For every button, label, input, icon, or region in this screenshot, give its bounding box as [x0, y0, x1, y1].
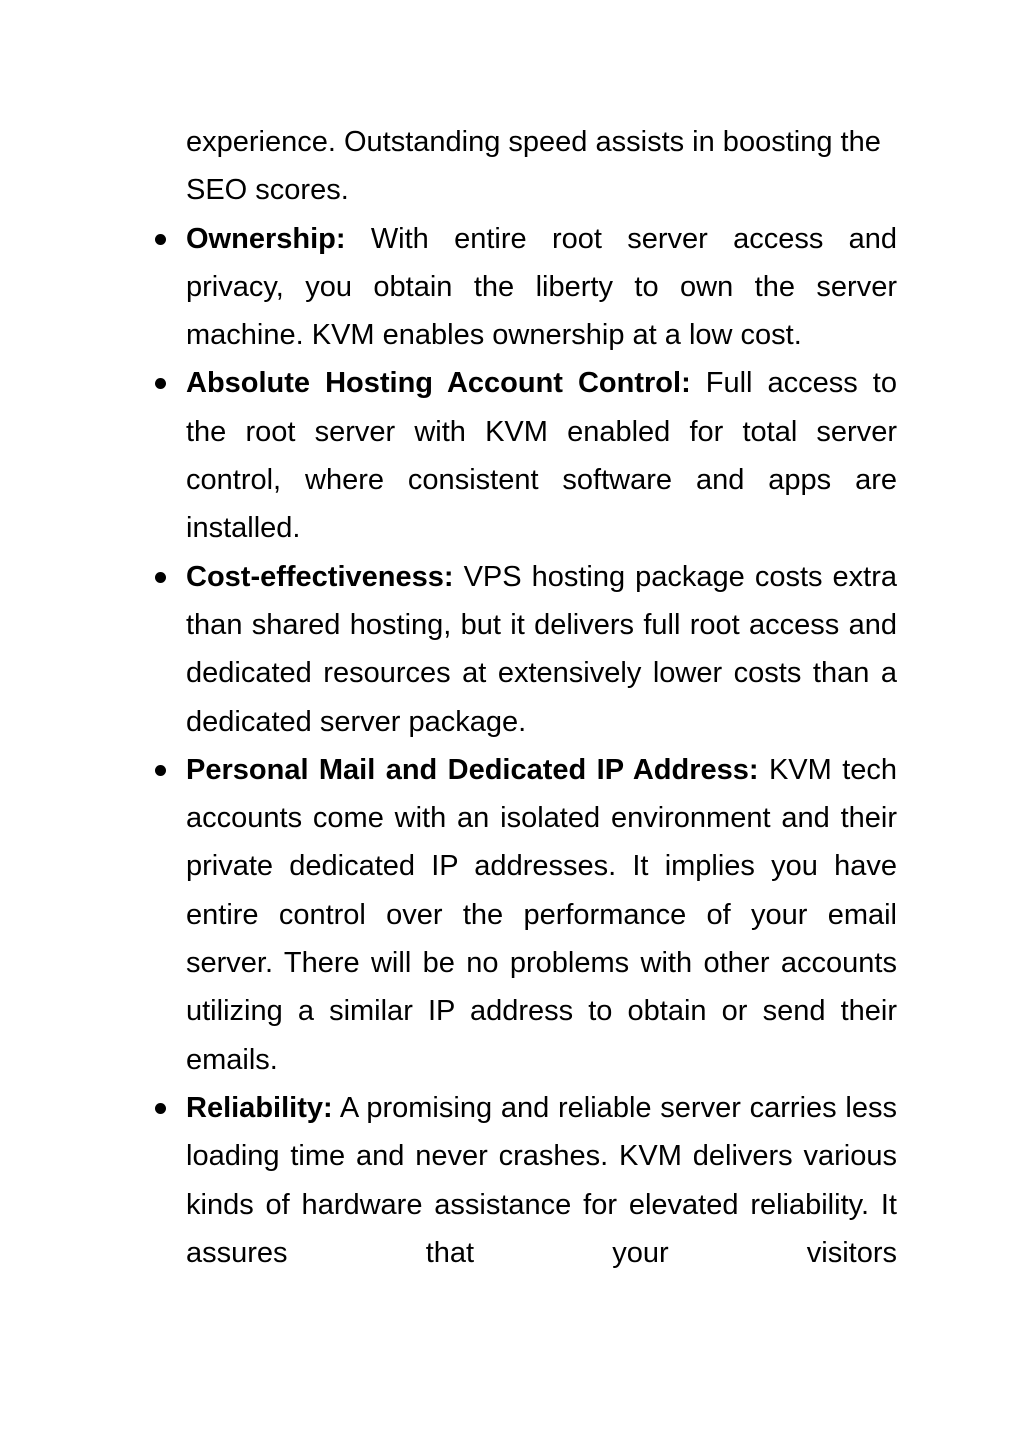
- list-item-mail-ip: [186, 746, 897, 1084]
- bullet-icon: [155, 572, 166, 583]
- list-item-account-control: [186, 359, 897, 552]
- list-item-text: A promising and reliable server carries less loading time and never crashes. KVM delivers various kinds of hardware assistance for elevated reliability. It assures that your visitors: [186, 1091, 897, 1269]
- list-item-ownership: [186, 215, 897, 360]
- list-item-text: KVM tech accounts come with an isolated environment and their private dedicated IP addresses. It implies you have entire control over the performance of your email server. There will be no problems with other accounts utilizing a similar IP address to obtain or send their emails.: [186, 753, 898, 1076]
- list-item-term: Reliability:: [186, 1091, 333, 1124]
- list-item-term: Cost-effectiveness:: [186, 560, 454, 593]
- list-item-cost-effectiveness: [186, 553, 897, 746]
- list-item-term: Absolute Hosting Account Control:: [186, 367, 691, 400]
- bullet-icon: [155, 765, 166, 776]
- list-item-text: With entire root server access and privacy, you obtain the liberty to own the server machine. KVM enables ownership at a low cost.: [186, 222, 897, 352]
- feature-list: [186, 215, 897, 1278]
- bullet-icon: [155, 378, 166, 389]
- list-item-text: Full access to the root server with KVM enabled for total server control, where consistent software and apps are installed.: [186, 367, 897, 545]
- list-item-reliability: [186, 1084, 897, 1277]
- bullet-icon: [155, 1103, 166, 1114]
- list-item-text: VPS hosting package costs extra than shared hosting, but it delivers full root access and dedicated resources at extensively lower costs than a dedicated server package.: [186, 560, 897, 738]
- list-item-term: Ownership:: [186, 222, 346, 255]
- document-body: [186, 118, 897, 1277]
- continued-paragraph: experience. Outstanding speed assists in boosting the SEO scores.: [186, 126, 881, 207]
- bullet-icon: [155, 234, 166, 245]
- list-item-term: Personal Mail and Dedicated IP Address:: [186, 753, 759, 786]
